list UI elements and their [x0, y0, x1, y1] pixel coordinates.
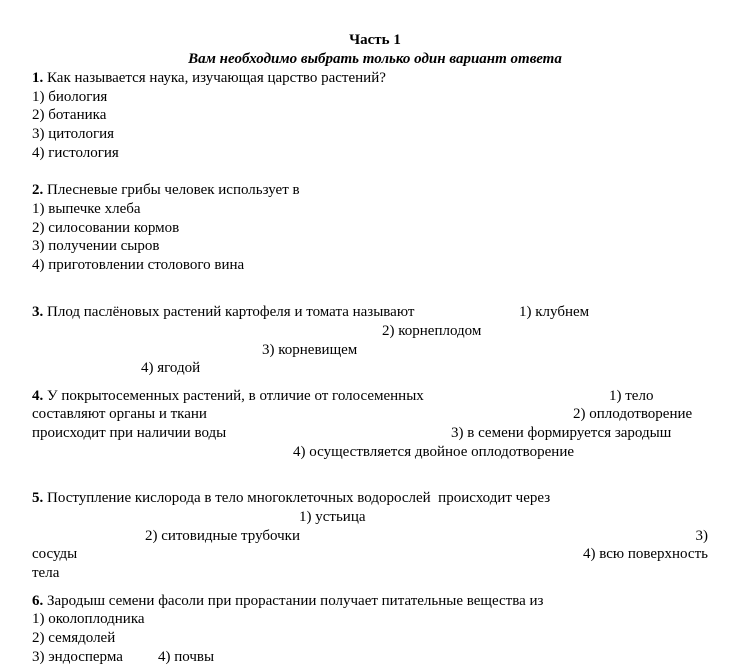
option: 1) биология [32, 89, 108, 105]
question-5 [32, 489, 550, 508]
question-line: составляют органы и ткани [32, 406, 207, 422]
option: 3) эндосперма [32, 649, 123, 665]
question-number: 6. [32, 593, 44, 609]
option: 3) цитология [32, 126, 115, 142]
question-2 [32, 181, 300, 200]
question-3 [32, 303, 414, 322]
option: 3) [695, 528, 708, 544]
option: 3) в семени формируется зародыш [451, 425, 672, 441]
option: 1) околоплодника [32, 611, 145, 627]
question-line: тела [32, 565, 60, 581]
question-number: 5. [32, 490, 44, 506]
option: 2) силосовании кормов [32, 220, 180, 236]
question-text: У покрытосеменных растений, в отличие от голосеменных [47, 388, 424, 404]
option: 2) семядолей [32, 630, 116, 646]
option: 1) клубнем [519, 304, 590, 320]
question-text: Поступление кислорода в тело многоклеточных водорослей происходит через [47, 490, 551, 506]
option: 2) корнеплодом [382, 323, 482, 339]
option: 2) ситовидные трубочки [145, 528, 300, 544]
question-number: 3. [32, 304, 44, 320]
option: 2) оплодотворение [573, 406, 693, 422]
question-number: 4. [32, 388, 44, 404]
option: 3) получении сыров [32, 238, 160, 254]
option: 4) почвы [158, 649, 215, 665]
option: 4) гистология [32, 145, 119, 161]
question-1 [32, 69, 386, 88]
question-text: Зародыш семени фасоли при прорастании получает питательные вещества из [47, 593, 544, 609]
option: 3) корневищем [262, 342, 358, 358]
option: 1) устьица [299, 509, 366, 525]
option: 4) всю поверхность [583, 546, 708, 562]
option: 2) ботаника [32, 107, 107, 123]
question-text: Плод паслёновых растений картофеля и томата называют [47, 304, 415, 320]
instruction: Вам необходимо выбрать только один вариант ответа [188, 51, 562, 67]
option: 1) тело [609, 388, 654, 404]
question-number: 1. [32, 70, 44, 86]
option: 4) осуществляется двойное оплодотворение [293, 444, 575, 460]
option: 4) ягодой [141, 360, 201, 376]
question-text: Как называется наука, изучающая царство растений? [47, 70, 386, 86]
question-4 [32, 387, 424, 406]
option: 4) приготовлении столового вина [32, 257, 245, 273]
option: 1) выпечке хлеба [32, 201, 141, 217]
question-6 [32, 592, 543, 611]
question-line: происходит при наличии воды [32, 425, 227, 441]
part-title: Часть 1 [349, 32, 401, 48]
question-text: Плесневые грибы человек использует в [47, 182, 300, 198]
question-line: сосуды [32, 546, 78, 562]
question-number: 2. [32, 182, 44, 198]
